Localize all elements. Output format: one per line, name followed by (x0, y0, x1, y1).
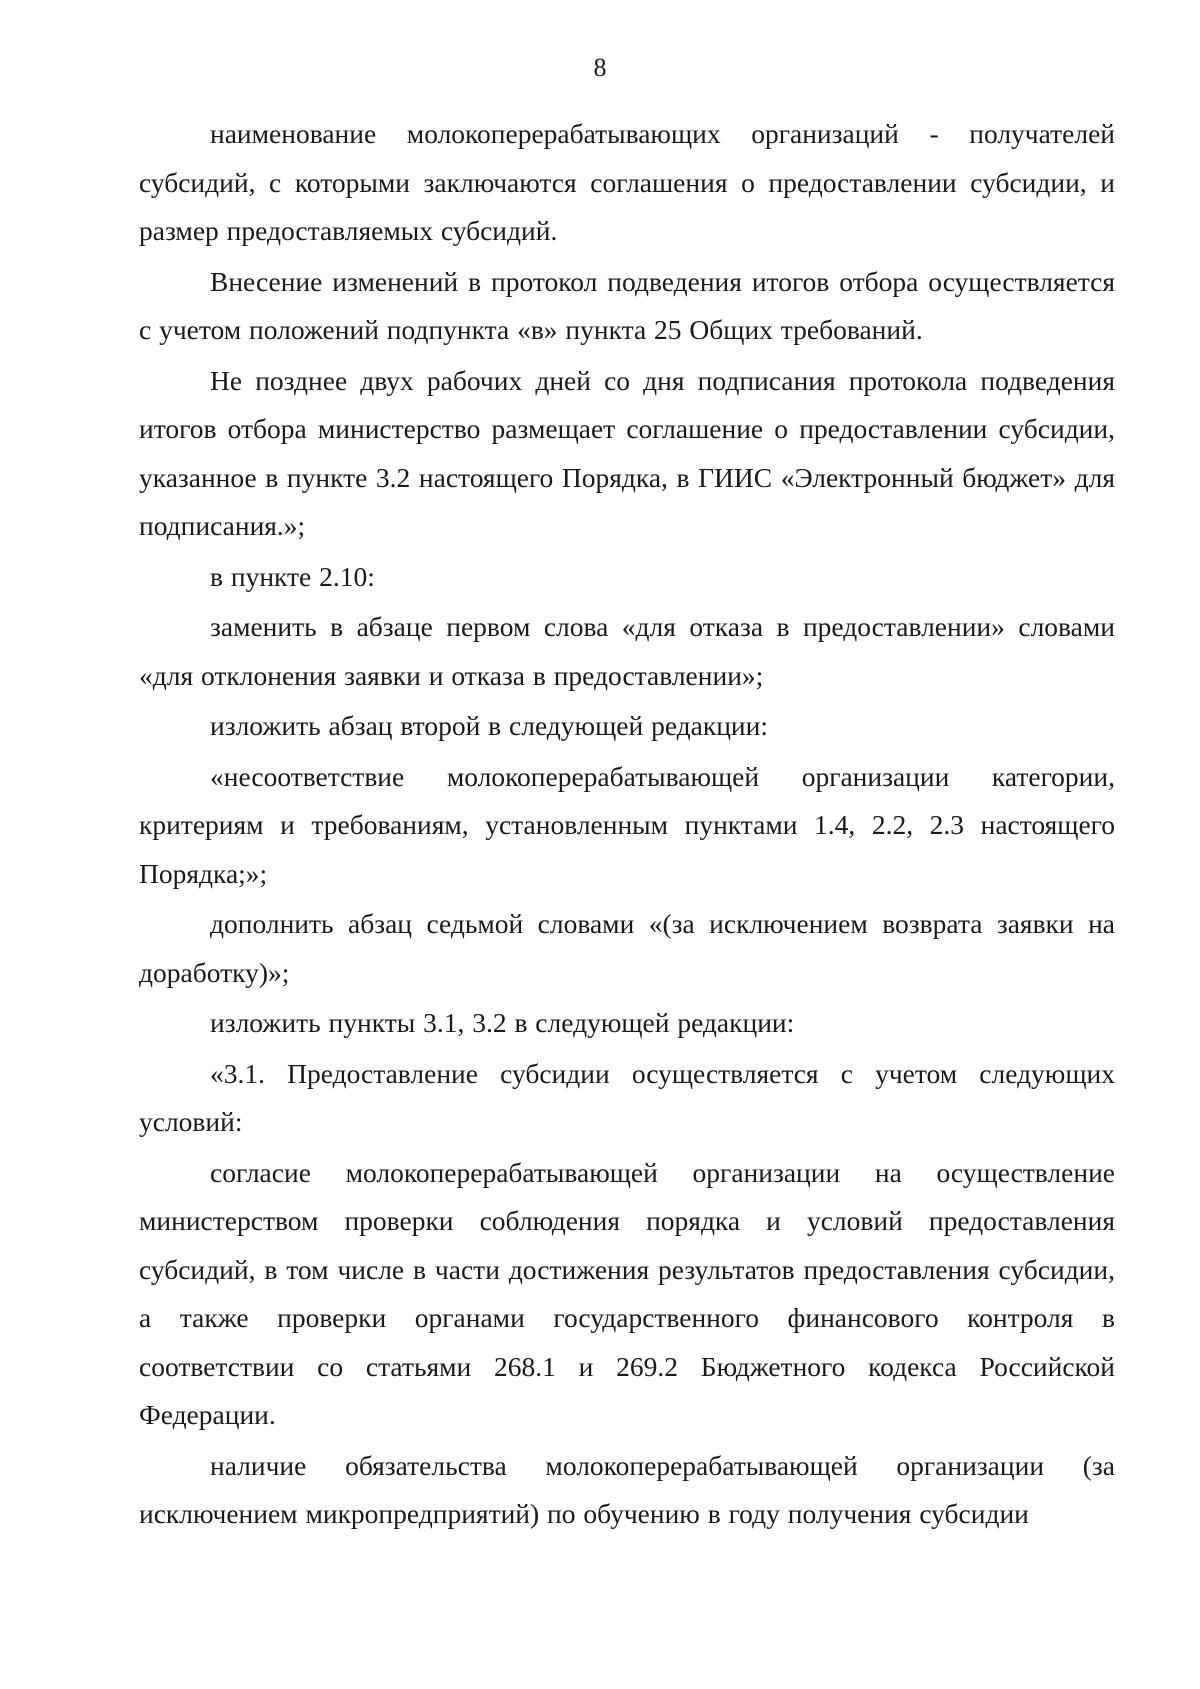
paragraph-nonconformity: «несоответствие молокоперерабатывающей организации категории, критериям и требованиям, установленным пунктами 1.4, 2.2, 2.3 настоящего Порядка;»; (139, 760, 1115, 889)
paragraph-consent: согласие молокоперерабатывающей организации на осуществление министерством проверки соблюдения порядка и условий предоставления субсидий, в том числе в части достижения результатов предоставления субсидии, а также проверки органами государственного финансового контроля в соответствии со статьями 268.1 и 269.2 Бюджетного кодекса Российской Федерации. (139, 1156, 1115, 1430)
document-body (139, 110, 1115, 1541)
paragraph-clauses-3-1-3-2: изложить пункты 3.1, 3.2 в следующей редакции: (210, 1007, 795, 1038)
paragraph-replace-words: заменить в абзаце первом слова «для отказа в предоставлении» словами «для отклонения заявки и отказа в предоставлении»; (139, 611, 1115, 691)
page-number: 8 (593, 53, 607, 82)
paragraph-second-abzac: изложить абзац второй в следующей редакции: (210, 710, 769, 741)
paragraph-seventh-abzac: дополнить абзац седьмой словами «(за исключением возврата заявки на доработку)»; (139, 908, 1115, 988)
paragraph-training-obligation: наличие обязательства молокоперерабатывающей организации (за исключением микропредприятий) по обучению в году получения субсидии (139, 1449, 1115, 1529)
paragraph-clause-3-1: «3.1. Предоставление субсидии осуществляется с учетом следующих условий: (139, 1057, 1115, 1137)
paragraph-recipients-list: наименование молокоперерабатывающих организаций - получателей субсидий, с которыми заключаются соглашения о предоставлении субсидии, и размер предоставляемых субсидий. (139, 118, 1115, 246)
paragraph-protocol-changes: Внесение изменений в протокол подведения итогов отбора осуществляется с учетом положений подпункта «в» пункта 25 Общих требований. (139, 265, 1115, 345)
paragraph-agreement-posting: Не позднее двух рабочих дней со дня подписания протокола подведения итогов отбора министерство размещает соглашение о предоставлении субсидии, указанное в пункте 3.2 настоящего Порядка, в ГИИС «Электронный бюджет» для подписания.»; (139, 364, 1115, 541)
paragraph-clause-2-10: в пункте 2.10: (210, 560, 375, 592)
